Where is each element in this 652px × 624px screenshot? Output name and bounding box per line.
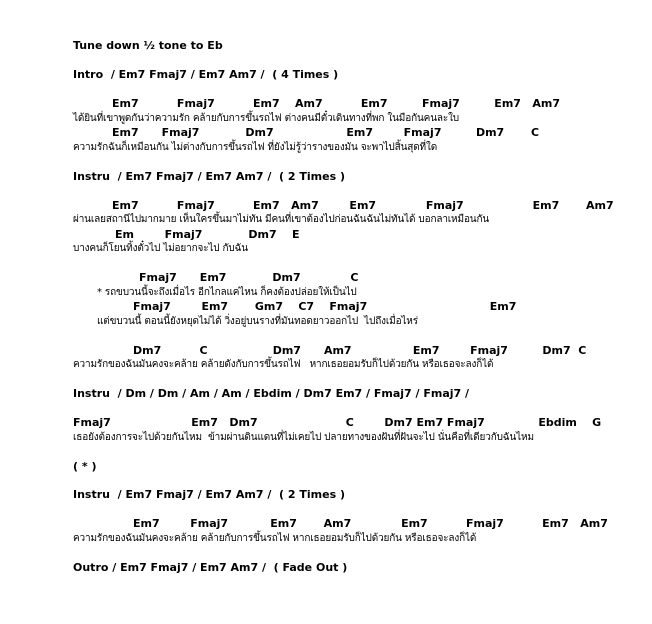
instru-line-3: Instru / Em7 Fmaj7 / Em7 Am7 / ( 2 Times ) (73, 488, 345, 501)
intro-line: Intro / Em7 Fmaj7 / Em7 Am7 / ( 4 Times ) (73, 68, 339, 81)
lyric-line: ความรักของฉันมันคงจะคล้าย คล้ายกับการขึ้นรถไฟ หากเธอยอมรับก็ไปด้วยกัน หรือเธอจะลงก็ได้ (73, 533, 477, 544)
instru-line-1: Instru / Em7 Fmaj7 / Em7 Am7 / ( 2 Times ) (73, 170, 345, 183)
chord-line: Em Fmaj7 Dm7 E (115, 228, 300, 241)
lyric-line: บางคนก็โยนทิ้งตั๋วไป ไม่อยากจะไป กับฉัน (73, 243, 248, 254)
lyric-line: แต่ขบวนนี้ ตอนนี้ยังหยุดไม่ได้ วิ่งอยู่บนรางที่มันทอดยาวออกไป ไปถึงเมื่อไหร่ (97, 316, 418, 327)
tuning-note: Tune down ½ tone to Eb (73, 39, 223, 52)
chord-line: Em7 Fmaj7 Em7 Am7 Em7 Fmaj7 Em7 Am7 (133, 517, 608, 530)
chord-line: Fmaj7 Em7 Dm7 C Dm7 Em7 Fmaj7 Ebdim G (73, 416, 602, 429)
lyric-line: * รถขบวนนี้จะถึงเมื่อไร อีกไกลแค่ไหน ก็คงต้องปล่อยให้เป็นไป (97, 287, 357, 298)
chord-line: Em7 Fmaj7 Em7 Am7 Em7 Fmaj7 Em7 Am7 (112, 199, 614, 212)
instru-line-2: Instru / Dm / Dm / Am / Am / Ebdim / Dm7 Em7 / Fmaj7 / Fmaj7 / (73, 387, 470, 400)
lyric-line: ความรักฉันก็เหมือนกัน ไม่ต่างกับการขึ้นรถไฟ ที่ยังไม่รู้ว่ารางของมัน จะพาไปสิ้นสุดที่ใด (73, 142, 438, 153)
lyric-line: ความรักของฉันมันคงจะคล้าย คล้ายดังกับการขึ้นรถไฟ หากเธอยอมรับก็ไปด้วยกัน หรือเธอจะลงก็ได้ (73, 359, 494, 370)
lyric-line: ผ่านเลยสถานีไปมากมาย เห็นใครขึ้นมาไม่ทัน มีคนที่เขาต้องไปก่อนฉันฉันไม่ทันได้ บอกลาเหมือนกัน (73, 214, 490, 225)
chord-line: Em7 Fmaj7 Em7 Am7 Em7 Fmaj7 Em7 Am7 (112, 97, 561, 110)
chord-line: Em7 Fmaj7 Dm7 Em7 Fmaj7 Dm7 C (112, 126, 540, 139)
chord-line: Dm7 C Dm7 Am7 Em7 Fmaj7 Dm7 C (133, 344, 587, 357)
lyric-line: ได้ยินที่เขาพูดกันว่าความรัก คล้ายกับการขึ้นรถไฟ ต่างคนมีตั๋วเดินทางที่พก ในมือกันคนละใบ (73, 113, 460, 124)
chord-line: Fmaj7 Em7 Dm7 C (139, 271, 359, 284)
repeat-mark: ( * ) (73, 460, 97, 473)
outro-line: Outro / Em7 Fmaj7 / Em7 Am7 / ( Fade Out ) (73, 561, 348, 574)
chord-line: Fmaj7 Em7 Gm7 C7 Fmaj7 Em7 (133, 300, 517, 313)
lyric-line: เธอยังต้องการจะไปด้วยกันไหม ข้ามผ่านดินแดนที่ไม่เคยไป ปลายทางของฝันที่ฝันจะไป นั่นคือที่เดียวกับฉันไหม (73, 432, 534, 443)
